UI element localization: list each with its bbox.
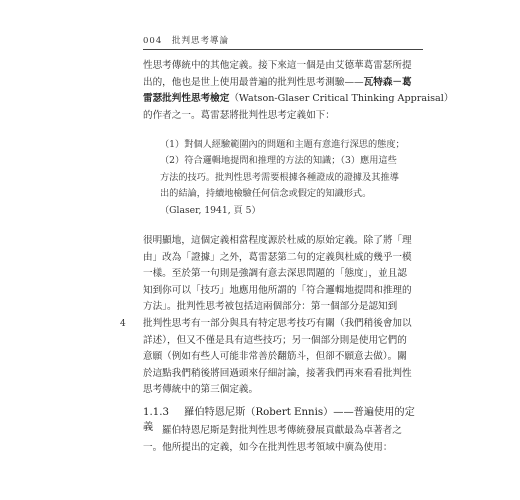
body-paragraph [143,233,421,399]
bold-term: 雷瑟批判性思考檢定 [143,93,230,105]
quote-line: （2）符合邏輯地提問和推理的方法的知識；（3）應用這些 [160,155,397,167]
text-line: 的作者之一。葛雷瑟將批判性思考定義如下： [143,109,335,121]
text-line: 出的，他也是世上使用最普遍的批判性思考測驗——瓦特森－葛 [143,76,412,88]
text-line: 思考傳統中的第三個定義。 [143,384,259,396]
section-title: 羅伯特恩尼斯（Robert Ennis）——普遍使用的定義 [143,407,415,433]
closing-paragraph [143,423,421,456]
text-line: 批判性思考有一部分與具有特定思考技巧有關（我們稍後會加以 [143,317,412,329]
text-line: 一。他所提出的定義，如今在批判性思考領域中廣為使用： [143,441,393,453]
text-line: 於這點我們稍後將回過頭來仔細討論，接著我們再來看看批判性 [143,367,412,379]
quote-citation: （Glaser, 1941, 頁 5） [160,204,261,216]
running-header [143,34,423,50]
intro-paragraph [143,58,454,124]
text-line: 很明顯地，這個定義相當程度源於杜威的原始定義。除了將「理 [143,235,412,246]
bold-term: 瓦特森－葛 [363,76,412,88]
block-quote [160,137,420,219]
text-line: 雷瑟批判性思考檢定（Watson-Glaser Critical Thinking Appraisal） [143,93,454,105]
quote-line: 出的結論，持續地檢驗任何信念或假定的知識形式。 [160,188,372,200]
text-line: 詳述），但又不僅是具有這些技巧；另一個部分則是使用它們的 [143,334,407,346]
text-line: 方法」。批判性思考被包括這兩個部分：第一個部分是認知到 [143,301,398,313]
quote-line: 方法的技巧。批判性思考需要根據各種證成的證據及其推導 [160,171,399,183]
page-number: 004 [143,36,163,46]
text-line: 一樣。至於第一句則是強調有意去深思問題的「態度」，並且認 [143,268,407,280]
text-line: 由」改為「證據」之外，葛雷瑟第二句的定義與杜威的幾乎一模 [143,251,412,263]
text-line: 意願（例如有些人可能非常善於翻筋斗，但卻不願意去做）。關 [143,351,407,363]
quote-line: （1）對個人經驗範圍內的問題和主題有意進行深思的態度； [160,139,405,150]
book-title: 批判思考導論 [171,36,229,46]
text-line: 知到你可以「技巧」地應用他所謂的「符合邏輯地提問和推理的 [143,284,412,296]
text-line: 羅伯特恩尼斯是對批判性思考傳統發展貢獻最為卓著者之 [162,425,402,436]
margin-page-reference: 4 [120,319,126,329]
section-number: 1.1.3 [143,407,169,418]
text-line: 性思考傳統中的其他定義。接下來這一個是由艾德華葛雷瑟所提 [143,60,412,71]
